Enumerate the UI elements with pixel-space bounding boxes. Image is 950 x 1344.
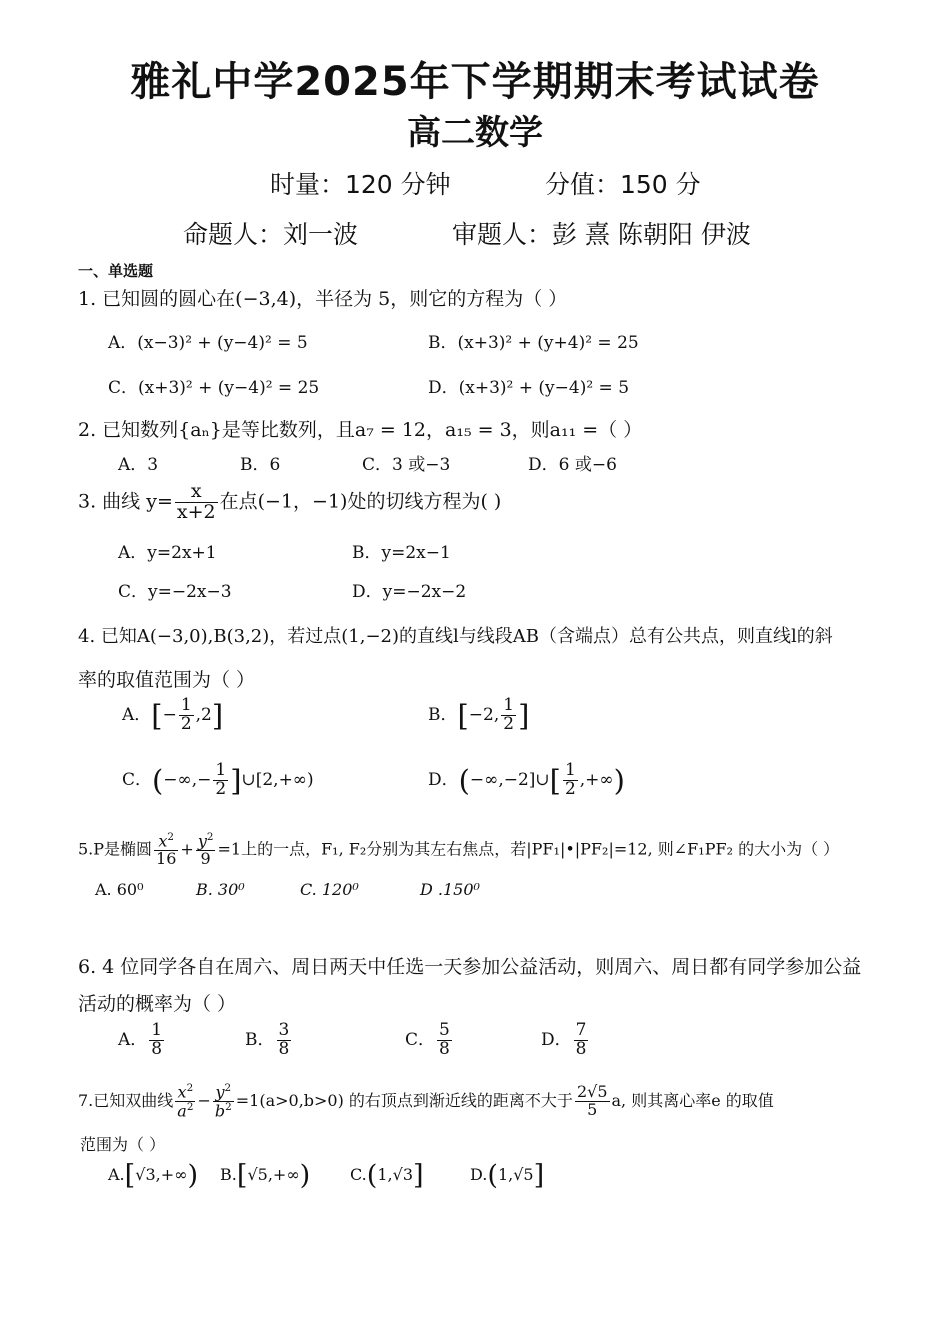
q4-stem-line2: 率的取值范围为（ ）	[78, 669, 256, 691]
q4-option-b: B．[−2, $\frac{1}{2}$ ]	[428, 695, 530, 734]
q6-option-d-label: D．	[541, 1029, 572, 1050]
q6-option-d: D． $\frac{7}{8}$	[541, 1020, 587, 1059]
q1-option-d: D．(x+3)² + (y−4)² = 5	[428, 378, 630, 398]
q4-option-c: C．(−∞,− $\frac{1}{2}$ ]∪[2,+∞)	[122, 760, 314, 799]
q1-stem: 1. 已知圆的圆心在(−3,4)，半径为 5，则它的方程为（ ）	[78, 288, 568, 310]
q6-option-a-label: A．	[118, 1029, 148, 1050]
q5-option-c: C. 120⁰	[300, 880, 359, 899]
q2-option-d: D．6 或−6	[528, 455, 617, 475]
q2-stem: 2. 已知数列{aₙ}是等比数列，且a₇ = 12，a₁₅ = 3，则a₁₁ =（ ）	[78, 419, 643, 441]
q5-option-d: D .150⁰	[420, 880, 480, 899]
q7-stem-suffix: a, 则其离心率e 的取值	[611, 1091, 774, 1111]
q6-option-c: C． $\frac{5}{8}$	[405, 1020, 450, 1059]
exam-total-score: 分值：150 分	[545, 170, 701, 199]
q5-stem-suffix: =1上的一点，F₁, F₂分别为其左右焦点，若|PF₁|•|PF₂|=12, 则∠F₁PF₂ 的大小为（ ）	[217, 839, 840, 859]
q1-option-b: B．(x+3)² + (y+4)² = 25	[428, 333, 639, 353]
q3-stem	[78, 482, 501, 523]
question-reviewer: 审题人：彭 熹 陈朝阳 伊波	[452, 220, 751, 249]
q4-option-d-label: D．	[428, 769, 459, 790]
q7-stem-line2: 范围为（ ）	[80, 1135, 166, 1154]
exam-duration: 时量：120 分钟	[270, 170, 451, 199]
q3-fraction-denominator: x+2	[176, 500, 216, 523]
q6-stem-line1: 6. 4 位同学各自在周六、周日两天中任选一天参加公益活动，则周六、周日都有同学参加公益	[78, 956, 862, 978]
q4-option-b-label: B．	[428, 704, 458, 725]
q2-option-a: A．3	[118, 455, 159, 475]
section-title: 一、单选题	[78, 262, 154, 280]
q4-stem-line1: 4. 已知A(−3,0),B(3,2)，若过点(1,−2)的直线l与线段AB（含端点）总有公共点，则直线l的斜	[78, 626, 833, 647]
q1-option-a: A．(x−3)² + (y−4)² = 5	[108, 333, 308, 353]
q6-option-b-label: B．	[245, 1029, 275, 1050]
q3-fraction-numerator: x	[175, 482, 218, 503]
exam-title: 雅礼中学2025年下学期期末考试试卷	[130, 59, 820, 105]
q3-fraction	[175, 482, 218, 523]
q3-option-b: B．y=2x−1	[352, 543, 451, 563]
q2-option-b: B．6	[240, 455, 281, 475]
q5-option-b: B. 30⁰	[196, 880, 245, 899]
q3-option-c: C．y=−2x−3	[118, 582, 232, 602]
q7-option-c-label: C.	[350, 1165, 367, 1184]
q2-option-c: C．3 或−3	[362, 455, 451, 475]
q4-option-a: A．[− $\frac{1}{2}$ ,2]	[122, 695, 224, 734]
q3-option-d: D．y=−2x−2	[352, 582, 467, 602]
q6-stem-line2: 活动的概率为（ ）	[78, 993, 237, 1015]
q6-option-a: A． $\frac{1}{8}$	[118, 1020, 163, 1059]
q7-option-a: A.[√3,+∞)	[108, 1160, 199, 1191]
q4-option-c-label: C．	[122, 769, 153, 790]
q6-option-c-label: C．	[405, 1029, 436, 1050]
q4-option-a-label: A．	[122, 704, 152, 725]
q1-option-c: C．(x+3)² + (y−4)² = 25	[108, 378, 320, 398]
q7-option-d: D.(1,√5]	[470, 1160, 545, 1191]
q7-option-b-label: B.	[220, 1165, 237, 1184]
q7-option-b: B.[√5,+∞)	[220, 1160, 311, 1191]
q7-option-c: C.(1,√3]	[350, 1160, 424, 1191]
q4-option-d: D．(−∞,−2]∪[ $\frac{1}{2}$ ,+∞)	[428, 760, 625, 799]
q5-stem-prefix: 5.P是椭圆	[78, 839, 153, 859]
q5-option-a: A. 60⁰	[95, 880, 144, 899]
q3-option-a: A．y=2x+1	[118, 543, 217, 563]
q7-stem-middle: =1(a>0,b>0) 的右顶点到渐近线的距离不大于	[235, 1091, 573, 1111]
question-setter: 命题人：刘一波	[183, 220, 359, 249]
q3-stem-suffix: 在点(−1，−1)处的切线方程为( )	[219, 490, 502, 513]
q7-stem: 7.已知双曲线 $\frac{x^2}{a^2}$ − $\frac{y^2}{b^2}$ =1(a>0,b>0) 的右顶点到渐近线的距离不大于 $\frac{2√5}{5}$ a, 则其离心率e 的取值	[78, 1082, 774, 1121]
q7-option-d-label: D.	[470, 1165, 488, 1184]
q7-stem-prefix: 7.已知双曲线	[78, 1091, 174, 1111]
exam-subject: 高二数学	[407, 113, 543, 153]
q7-option-a-label: A.	[108, 1165, 125, 1184]
q3-stem-prefix: 3. 曲线 y=	[78, 490, 173, 513]
q6-option-b: B． $\frac{3}{8}$	[245, 1020, 290, 1059]
q5-stem: 5.P是椭圆 $\frac{x^2}{16}$ + $\frac{y^2}{9}$ =1上的一点，F₁, F₂分别为其左右焦点，若|PF₁|•|PF₂|=12, 则∠F₁PF₂ 的大小为（ ）	[78, 831, 840, 869]
